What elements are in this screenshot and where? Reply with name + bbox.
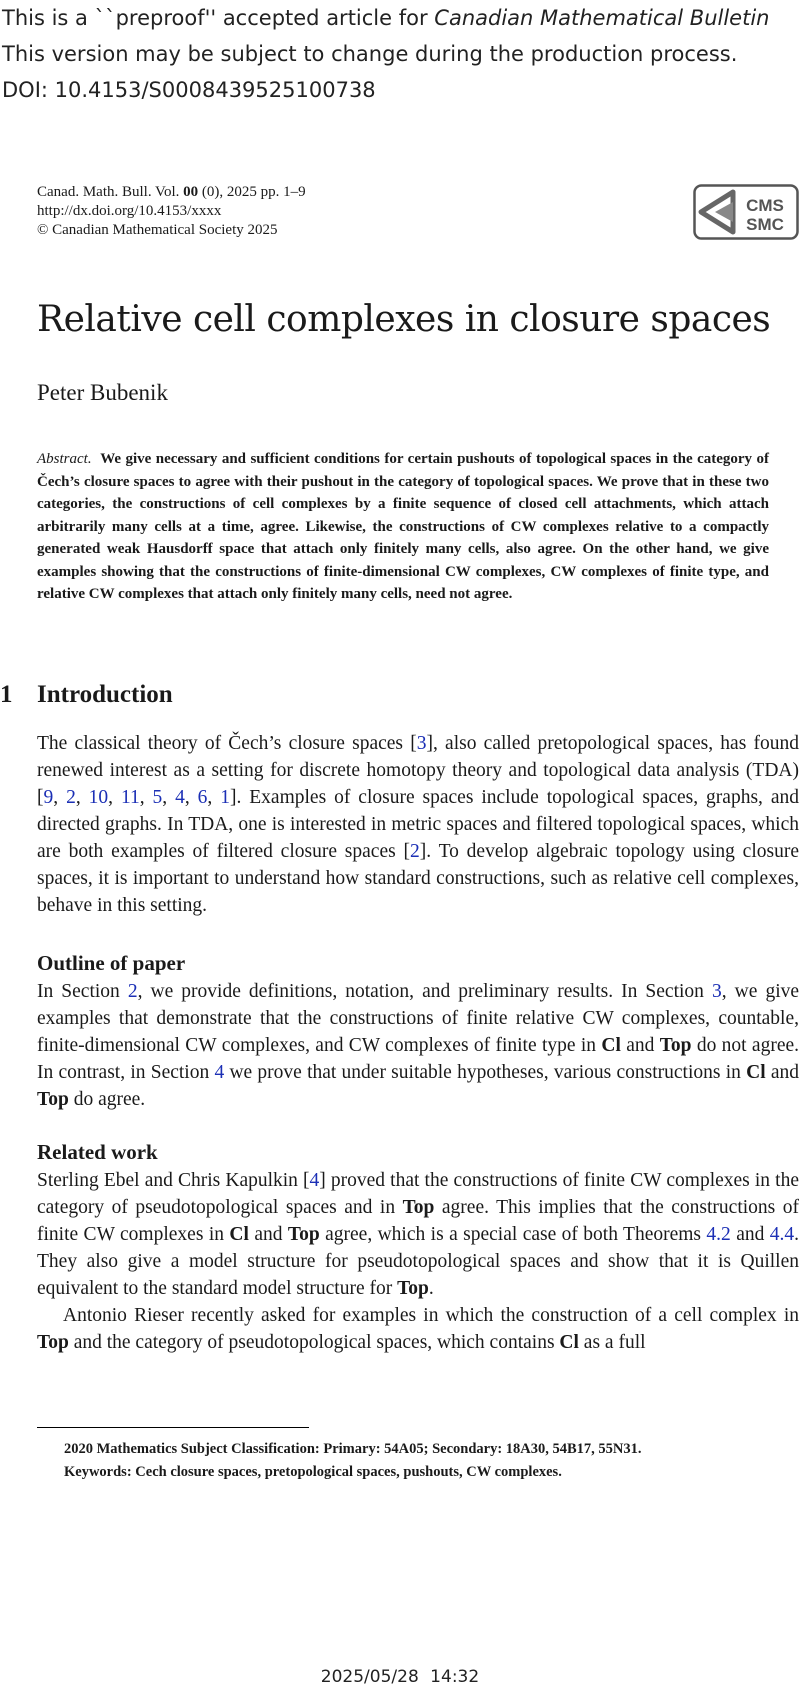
citation-link[interactable]: 4 bbox=[175, 787, 185, 808]
footnote-keywords: Keywords: Cech closure spaces, pretopological spaces, pushouts, CW complexes. bbox=[64, 1464, 562, 1480]
abstract-text: We give necessary and sufficient conditions for certain pushouts of topological spaces in the category of Čech’s closure spaces to agree with their pushout in the category of topological spaces. We prove that in these two categories, the constructions of cell complexes by a finite sequence of closed cell attachments, which attach arbitrarily many cells at a time, agree. Likewise, the constructions of CW complexes relative to a compactly generated weak Hausdorff space that attach only finitely many cells, also agree. On the other hand, we give examples showing that the constructions of finite-dimensional CW complexes, CW complexes of finite type, and relative CW complexes that attach only finitely many cells, need not agree. bbox=[37, 451, 769, 602]
preproof-doi: DOI: 10.4153/S0008439525100738 bbox=[2, 78, 376, 102]
doi-link[interactable]: http://dx.doi.org/10.4153/xxxx bbox=[37, 203, 222, 219]
citation-link[interactable]: 4 bbox=[309, 1170, 320, 1191]
abstract-label: Abstract. bbox=[37, 451, 92, 467]
theorem-link[interactable]: 4.2 bbox=[706, 1224, 731, 1245]
author: Peter Bubenik bbox=[37, 380, 168, 405]
section-number: 1 bbox=[0, 681, 13, 708]
footnote-msc: 2020 Mathematics Subject Classification: Primary: 54A05; Secondary: 18A30, 54B17, 55N31. bbox=[64, 1441, 642, 1457]
cms-logo-graphic bbox=[693, 184, 799, 240]
outline-heading: Outline of paper bbox=[37, 951, 186, 975]
preproof-line-2: This version may be subject to change during the production process. bbox=[2, 42, 738, 66]
copyright: © Canadian Mathematical Society 2025 bbox=[37, 222, 278, 238]
section-link[interactable]: 2 bbox=[127, 981, 138, 1002]
paper-title: Relative cell complexes in closure spaces bbox=[37, 299, 771, 340]
section-link[interactable]: 4 bbox=[214, 1062, 225, 1083]
section-title: Introduction bbox=[37, 681, 173, 708]
outline-paragraph: In Section 2, we provide definitions, notation, and preliminary results. In Section 3, we give examples that demonstrate that the constructions of finite relative CW complexes, countable, finite-dimensional CW complexes, and CW complexes of finite type in Cl and Top do not agree. In contrast, in Section 4 we prove that under suitable hypotheses, various constructions in Cl and Top do agree. bbox=[37, 981, 800, 1110]
timestamp: 2025/05/28 14:32 bbox=[320, 1667, 480, 1687]
section-link[interactable]: 3 bbox=[711, 981, 722, 1002]
citation-link[interactable]: 1 bbox=[220, 787, 230, 808]
citation-link[interactable]: 11 bbox=[120, 787, 140, 808]
citation-link[interactable]: 3 bbox=[416, 733, 427, 754]
abstract bbox=[37, 448, 769, 606]
journal-name: Canadian Mathematical Bulletin bbox=[434, 6, 770, 30]
related-paragraph: Sterling Ebel and Chris Kapulkin [4] proved that the constructions of finite CW complexes in the category of pseudotopological spaces and in Top agree. This implies that the constructions of finite CW complexes in Cl and Top agree, which is a special case of both Theorems 4.2 and 4.4. They also give a model structure for pseudotopological spaces and show that it is Quillen equivalent to the standard model structure for Top. Antonio Rieser recently asked for examples in which the construction of a cell complex in Top and the category of pseudotopological spaces, which contains Cl as a full bbox=[37, 1170, 800, 1353]
related-heading: Related work bbox=[37, 1140, 158, 1164]
cms-logo bbox=[693, 184, 799, 240]
preproof-line-1: This is a ``preproof'' accepted article for Canadian Mathematical Bulletin bbox=[2, 6, 770, 30]
logo-smc-text: SMC bbox=[746, 215, 784, 234]
theorem-link[interactable]: 4.4 bbox=[769, 1224, 795, 1245]
citation-link[interactable]: 9 bbox=[43, 787, 54, 808]
journal-meta bbox=[37, 183, 306, 240]
logo-cms-text: CMS bbox=[746, 196, 784, 215]
citation-link[interactable]: 10 bbox=[88, 787, 109, 808]
citation-link[interactable]: 5 bbox=[152, 787, 163, 808]
preproof-notice bbox=[2, 0, 769, 108]
journal-citation: Canad. Math. Bull. Vol. 00 (0), 2025 pp. 1–9 bbox=[37, 184, 306, 200]
intro-paragraph: The classical theory of Čech’s closure spaces [3], also called pretopological spaces, has found renewed interest as a setting for discrete homotopy theory and topological data analysis (TDA) [9, 2, 10, 11, 5, 4, 6, 1]. Examples of closure spaces include topological spaces, graphs, and directed graphs. In TDA, one is interested in metric spaces and filtered topological spaces, which are both examples of filtered closure spaces [2]. To develop algebraic topology using closure spaces, it is important to understand how standard constructions, such as relative cell complexes, behave in this setting. bbox=[37, 733, 800, 916]
citation-link[interactable]: 2 bbox=[66, 787, 76, 808]
citation-link[interactable]: 2 bbox=[410, 841, 420, 862]
footnote-rule bbox=[37, 1427, 309, 1428]
citation-link[interactable]: 6 bbox=[197, 787, 208, 808]
